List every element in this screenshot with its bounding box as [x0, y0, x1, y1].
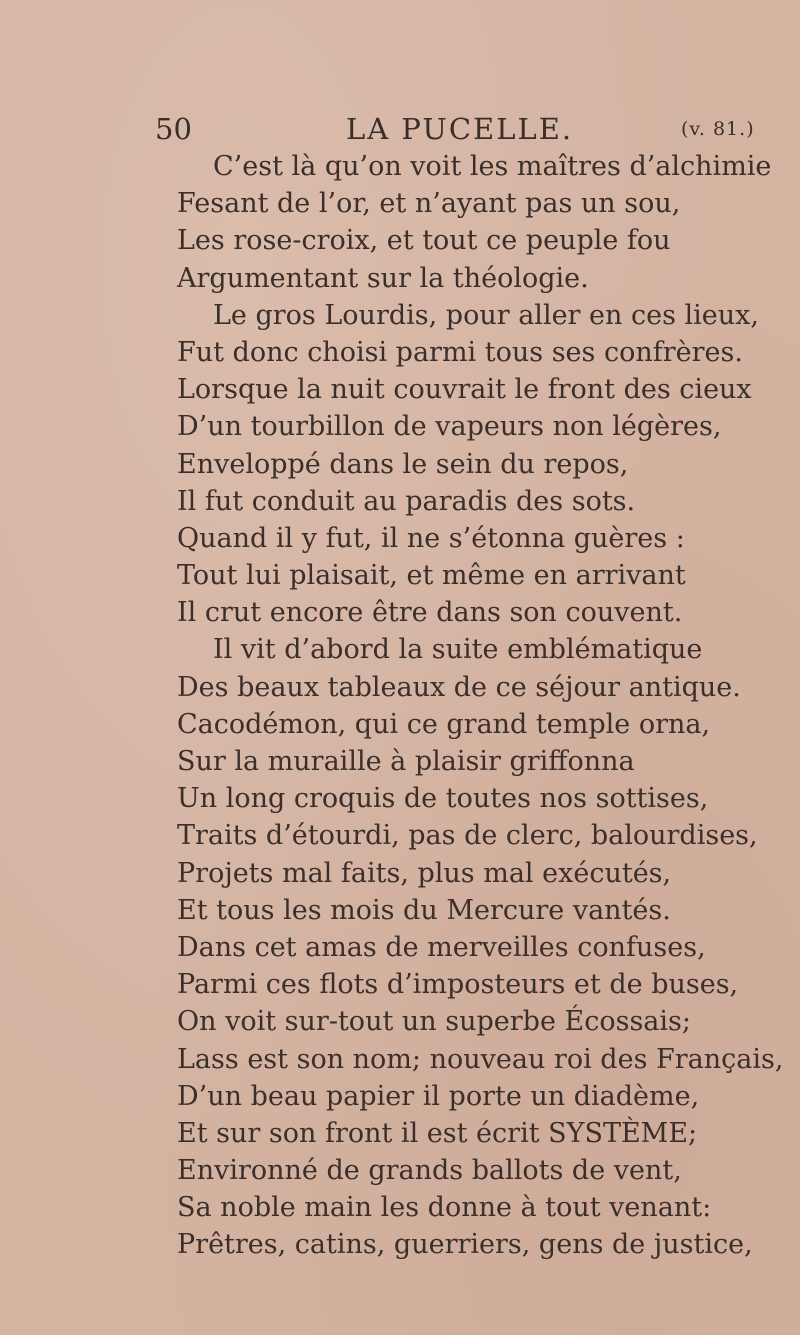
verse-line: Prêtres, catins, guerriers, gens de justice, — [177, 1229, 753, 1261]
verse-line: Argumentant sur la théologie. — [177, 262, 589, 294]
running-title: LA PUCELLE. — [346, 112, 574, 146]
verse-line: Quand il y fut, il ne s’étonna guères : — [177, 522, 685, 554]
verse-line: D’un tourbillon de vapeurs non légères, — [177, 411, 722, 443]
verse-line: Les rose-croix, et tout ce peuple fou — [177, 225, 671, 257]
verse-line: Il vit d’abord la suite emblématique — [213, 634, 703, 666]
verse-line: Des beaux tableaux de ce séjour antique. — [177, 671, 741, 703]
verse-line: Projets mal faits, plus mal exécutés, — [177, 857, 672, 889]
verse-line: Traits d’étourdi, pas de clerc, balourdises, — [177, 820, 758, 852]
verse-line: Cacodémon, qui ce grand temple orna, — [177, 708, 711, 740]
verse-line: Un long croquis de toutes nos sottises, — [177, 783, 709, 815]
verse-line: Lorsque la nuit couvrait le front des cieux — [177, 374, 752, 406]
verse-line: Fut donc choisi parmi tous ses confrères. — [177, 336, 743, 368]
verse-line: Fesant de l’or, et n’ayant pas un sou, — [177, 188, 681, 220]
verse-line: Et sur son front il est écrit SYSTÈME; — [177, 1117, 698, 1149]
verse-line: Lass est son nom; nouveau roi des Français, — [177, 1043, 784, 1075]
running-head — [0, 112, 800, 152]
verse-line: Sur la muraille à plaisir griffonna — [177, 746, 635, 777]
verse-reference: (v. 81.) — [681, 118, 755, 140]
verse-line: Et tous les mois du Mercure vantés. — [177, 894, 671, 926]
verse-line: On voit sur-tout un superbe Écossais; — [177, 1006, 691, 1038]
verse-line: Il crut encore être dans son couvent. — [177, 597, 683, 629]
verse-line: Tout lui plaisait, et même en arrivant — [177, 560, 686, 592]
verse-line: Il fut conduit au paradis des sots. — [177, 485, 636, 517]
verse-line: Enveloppé dans le sein du repos, — [177, 448, 629, 480]
verse-line: Le gros Lourdis, pour aller en ces lieux, — [213, 299, 759, 331]
poem-text — [177, 148, 784, 1264]
verse-line: Parmi ces flots d’imposteurs et de buses, — [177, 969, 739, 1001]
verse-line: Environné de grands ballots de vent, — [177, 1155, 682, 1187]
verse-line: Sa noble main les donne à tout venant: — [177, 1192, 712, 1224]
page-number: 50 — [155, 112, 192, 146]
verse-line: C’est là qu’on voit les maîtres d’alchimie — [213, 151, 772, 182]
verse-line: D’un beau papier il porte un diadème, — [177, 1080, 700, 1112]
verse-line: Dans cet amas de merveilles confuses, — [177, 931, 706, 963]
